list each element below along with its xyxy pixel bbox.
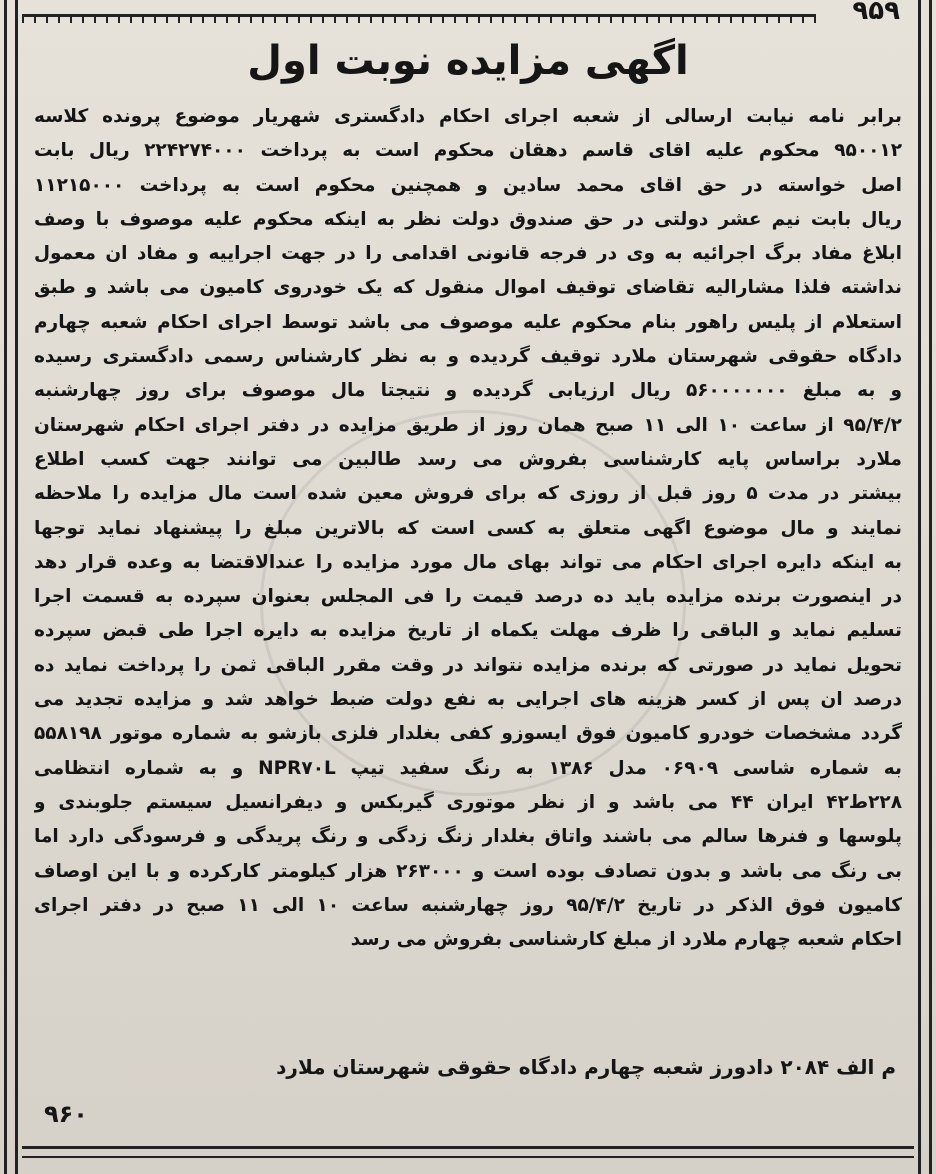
notice-line: در اینصورت برنده مزایده باید ده درصد قیمت را فی المجلس بعنوان سپرده به قسمت اجرا [34, 586, 902, 608]
notice-line: بیشتر در مدت ۵ روز قبل از روزی که برای فروش معین شده است مال مزایده را ملاحظه [34, 483, 902, 505]
notice-line: تسلیم نماید و الباقی را ظرف مهلت یکماه از تاریخ مزایده به دایره اجرا طی قبض سپرده [34, 620, 902, 642]
notice-title: اگهی مزایده نوبت اول [247, 38, 689, 84]
bottom-rule-secondary [22, 1156, 914, 1158]
notice-line: تحویل نماید در صورتی که برنده مزایده نتواند در وقت مقرر الباقی ثمن را پرداخت نماید ده [34, 654, 902, 676]
notice-line: اصل خواسته در حق اقای محمد سادین و همچنین محکوم است به پرداخت ۱۱۲۱۵۰۰۰ [34, 174, 902, 196]
notice-line: برابر نامه نیابت ارسالی از شعبه اجرای احکام دادگستری شهریار موضوع پرونده کلاسه [34, 106, 902, 127]
notice-line: بی رنگ می باشد و بدون تصادف بوده است و ۲۶۳۰۰۰ هزار کیلومتر کارکرده و با این اوصاف [34, 860, 902, 882]
notice-line: به شماره شاسی ۰۶۹۰۹ مدل ۱۳۸۶ به رنگ سفید تیپ NPR۷۰L و به شماره انتظامی [34, 757, 902, 779]
notice-line: دادگاه حقوقی شهرستان ملارد توقیف گردیده و به نظر کارشناس رسمی دادگستری رسیده [34, 346, 902, 368]
notice-line: ۹۵۰۰۱۲ محکوم علیه اقای قاسم دهقان محکوم است به پرداخت ۲۲۴۲۷۴۰۰۰ ریال بابت [34, 140, 902, 162]
notice-line: به اینکه دایره اجرای احکام می تواند بهای مال مورد مزایده را عندالاقتضا به وعده قرار دهد [34, 551, 902, 573]
notice-line: نداشته فلذا مشارالیه تقاضای توقیف اموال منقول که یک خودروی کامیون می باشد و طبق [34, 277, 902, 299]
notice-line: گردد مشخصات خودرو کامیون فوق ایسوزو کفی بغلدار فلزی بازشو به شماره موتور ۵۵۸۱۹۸ [34, 723, 902, 745]
bottom-rule [22, 1146, 914, 1149]
notice-line: ۲۲۸ط۴۲ ایران ۴۴ می باشد و از نظر موتوری گیربکس و دیفرانسیل سیستم جلوبندی و [34, 791, 902, 813]
right-border-frame [918, 0, 932, 1174]
notice-line: ریال بابت نیم عشر دولتی در حق صندوق دولت نظر به اینکه محکوم علیه موصوف با وصف [34, 208, 902, 230]
notice-line: احکام شعبه چهارم ملارد از مبلغ کارشناسی بفروش می رسد [350, 929, 902, 951]
notice-line: درصد ان پس از کسر هزینه های اجرایی به نفع دولت ضبط خواهد شد و مزایده تجدید می [34, 689, 902, 711]
notice-body [34, 100, 902, 957]
bottom-number: ۹۶۰ [44, 1100, 88, 1128]
notice-line: ۹۵/۴/۲ از ساعت ۱۰ الی ۱۱ صبح همان روز از طریق مزایده در دفتر اجرای احکام شهرستان [34, 414, 902, 436]
notice-line: نمایند و مال موضوع اگهی متعلق به کسی است که بالاترین مبلغ را پیشنهاد نماید توجها [34, 517, 902, 539]
notice-line: پلوسها و فنرها سالم می باشند واتاق بغلدار زنگ زدگی و رنگ پریدگی و فرسودگی دارد اما [34, 826, 902, 848]
notice-line: ملارد براساس پایه کارشناسی بفروش می رسد طالبین می توانند جهت کسب اطلاع [34, 448, 902, 470]
notice-line: ابلاغ مفاد برگ اجرائیه به وی در فرجه قانونی اقدامی را در جهت اجراییه و مفاد ان معمول [34, 243, 902, 265]
notice-signature: م الف ۲۰۸۴ دادورز شعبه چهارم دادگاه حقوقی شهرستان ملارد [276, 1055, 896, 1079]
left-border-frame [4, 0, 18, 1174]
top-decorative-rule [22, 14, 816, 27]
notice-line: و به مبلغ ۵۶۰۰۰۰۰۰۰ ریال ارزیابی گردیده و نتیجتا مال موصوف برای روز چهارشنبه [34, 380, 902, 402]
top-number: ۹۵۹ [852, 0, 900, 26]
notice-line: کامیون فوق الذکر در تاریخ ۹۵/۴/۲ روز چهارشنبه ساعت ۱۰ الی ۱۱ صبح در دفتر اجرای [34, 894, 902, 916]
notice-line: استعلام از پلیس راهور بنام محکوم علیه موصوف می باشد توسط اجرای احکام شعبه چهارم [34, 311, 902, 333]
